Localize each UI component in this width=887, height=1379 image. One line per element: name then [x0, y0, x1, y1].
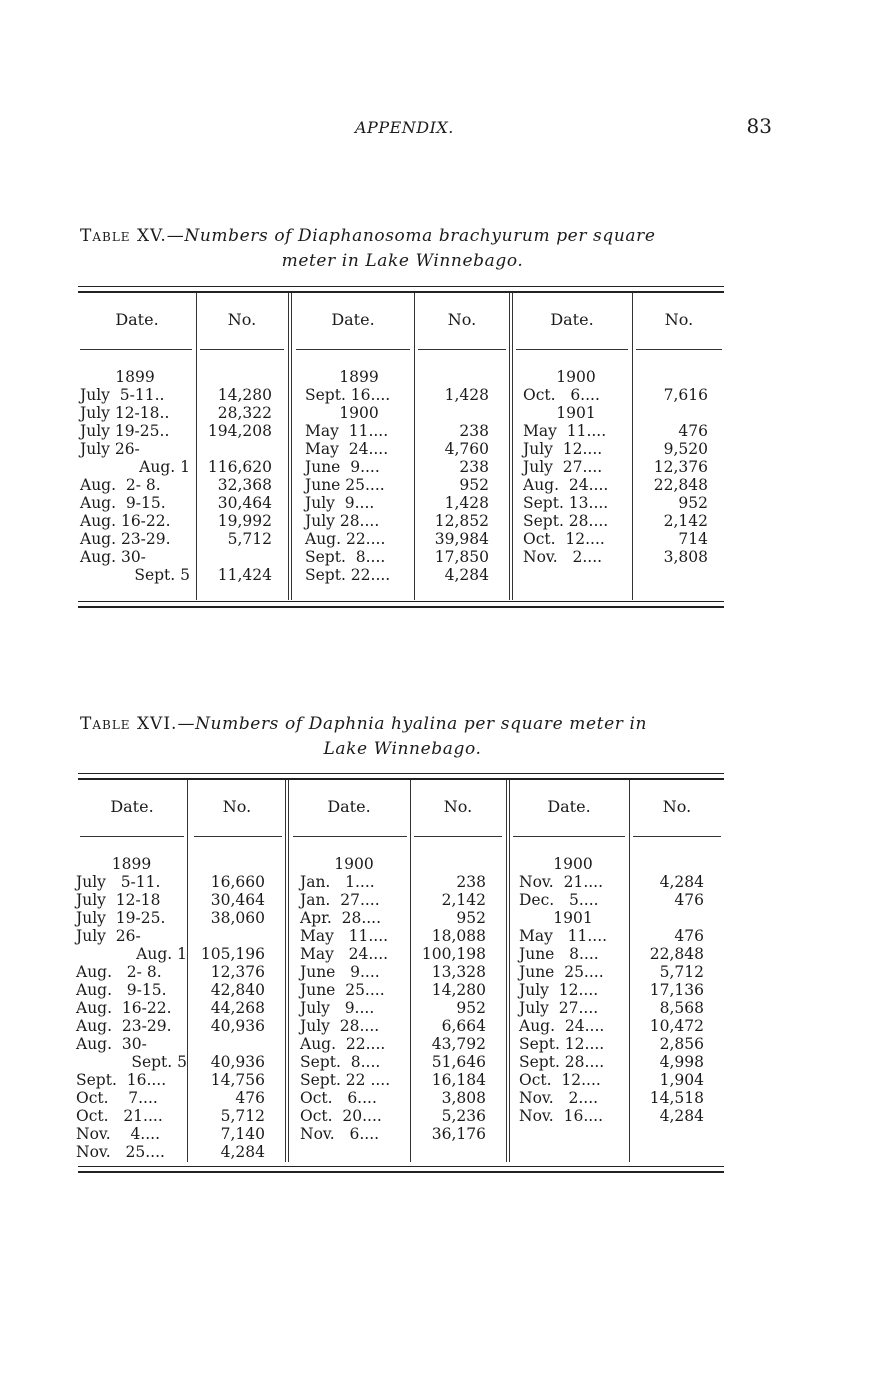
- number-cell: 44,268: [210, 999, 265, 1017]
- date-cell: Sept. 28....: [519, 1053, 605, 1071]
- date-cell: June 25....: [305, 476, 385, 494]
- number-cell: 2,142: [663, 512, 708, 530]
- table-xvi-header-rule: [80, 836, 184, 837]
- table-xvi-label: Table XVI.: [80, 714, 178, 734]
- number-cell: 2,856: [659, 1035, 704, 1053]
- date-cell: Aug. 24....: [523, 476, 609, 494]
- number-cell: 4,284: [659, 1107, 704, 1125]
- number-cell: 11,424: [217, 566, 272, 584]
- date-cell: Sept. 22 ....: [300, 1071, 391, 1089]
- number-cell: 714: [678, 530, 708, 548]
- number-cell: 1,428: [444, 494, 489, 512]
- number-cell: 17,850: [434, 548, 489, 566]
- date-cell: July 19-25.: [76, 909, 166, 927]
- date-cell: 1899: [115, 368, 155, 386]
- date-cell: July 19-25..: [80, 422, 170, 440]
- table-xv-top-rule: [78, 286, 724, 293]
- date-cell: Oct. 6....: [300, 1089, 377, 1107]
- date-cell: May 24....: [305, 440, 389, 458]
- date-cell: May 11....: [305, 422, 389, 440]
- date-cell: Oct. 21....: [76, 1107, 163, 1125]
- date-cell: July 27....: [523, 458, 603, 476]
- date-cell: Sept. 13....: [523, 494, 609, 512]
- table-xvi-sep: [629, 780, 630, 1162]
- date-cell: Sept. 5: [134, 566, 190, 584]
- date-cell: Aug. 16-22.: [80, 512, 171, 530]
- table-xv-bottom-rule: [78, 601, 724, 608]
- number-cell: 476: [674, 891, 704, 909]
- table-xv-header-no: No.: [227, 310, 257, 329]
- number-cell: 7,140: [220, 1125, 265, 1143]
- number-cell: 28,322: [217, 404, 272, 422]
- date-cell: Aug. 24....: [519, 1017, 605, 1035]
- date-cell: Nov. 16....: [519, 1107, 604, 1125]
- table-xv-sep: [509, 293, 513, 600]
- date-cell: Sept. 8....: [305, 548, 386, 566]
- table-xvi-sep: [506, 780, 510, 1162]
- date-cell: July 27....: [519, 999, 599, 1017]
- number-cell: 12,376: [210, 963, 265, 981]
- number-cell: 4,998: [659, 1053, 704, 1071]
- date-cell: Aug. 1: [139, 458, 190, 476]
- table-xv-header-rule: [200, 349, 284, 350]
- date-cell: Nov. 25....: [76, 1143, 165, 1161]
- number-cell: 238: [459, 422, 489, 440]
- number-cell: 4,284: [444, 566, 489, 584]
- date-cell: May 11....: [519, 927, 608, 945]
- number-cell: 5,712: [220, 1107, 265, 1125]
- date-cell: Nov. 21....: [519, 873, 604, 891]
- date-cell: 1899: [339, 368, 379, 386]
- date-cell: Dec. 5....: [519, 891, 599, 909]
- number-cell: 42,840: [210, 981, 265, 999]
- number-cell: 952: [456, 909, 486, 927]
- table-xv-header-date: Date.: [115, 310, 159, 329]
- date-cell: 1900: [556, 368, 596, 386]
- date-cell: Aug. 2- 8.: [80, 476, 161, 494]
- date-cell: Oct. 12....: [519, 1071, 601, 1089]
- date-cell: July 9....: [305, 494, 375, 512]
- number-cell: 17,136: [649, 981, 704, 999]
- table-xvi-sep: [410, 780, 411, 1162]
- date-cell: 1901: [553, 909, 593, 927]
- number-cell: 9,520: [663, 440, 708, 458]
- number-cell: 4,760: [444, 440, 489, 458]
- table-xv-caption-line2: meter in Lake Winnebago.: [281, 251, 524, 271]
- page-number: 83: [746, 114, 772, 138]
- table-xvi-bottom-rule: [78, 1166, 724, 1173]
- table-xv-sep: [288, 293, 292, 600]
- number-cell: 16,660: [210, 873, 265, 891]
- number-cell: 952: [459, 476, 489, 494]
- table-xvi-header-date: Date.: [327, 797, 371, 816]
- number-cell: 8,568: [659, 999, 704, 1017]
- number-cell: 2,142: [441, 891, 486, 909]
- date-cell: 1900: [553, 855, 593, 873]
- date-cell: July 28....: [300, 1017, 380, 1035]
- date-cell: July 9....: [300, 999, 375, 1017]
- date-cell: Nov. 6....: [300, 1125, 380, 1143]
- table-xvi-header-rule: [513, 836, 625, 837]
- date-cell: Oct. 12....: [523, 530, 605, 548]
- table-xvi-header-rule: [293, 836, 407, 837]
- number-cell: 3,808: [663, 548, 708, 566]
- number-cell: 30,464: [217, 494, 272, 512]
- date-cell: Sept. 22....: [305, 566, 391, 584]
- date-cell: June 9....: [300, 963, 380, 981]
- date-cell: Sept. 12....: [519, 1035, 605, 1053]
- date-cell: Nov. 4....: [76, 1125, 161, 1143]
- table-xv-header-rule: [80, 349, 192, 350]
- date-cell: Aug. 9-15.: [80, 494, 166, 512]
- date-cell: May 24....: [300, 945, 389, 963]
- number-cell: 100,198: [421, 945, 486, 963]
- number-cell: 116,620: [207, 458, 272, 476]
- date-cell: Jan. 1....: [300, 873, 375, 891]
- date-cell: June 8....: [519, 945, 599, 963]
- date-cell: May 11....: [523, 422, 607, 440]
- table-xvi-top-rule: [78, 773, 724, 780]
- table-xv-header-no: No.: [664, 310, 694, 329]
- number-cell: 12,376: [653, 458, 708, 476]
- date-cell: July 26-: [80, 440, 140, 458]
- number-cell: 1,428: [444, 386, 489, 404]
- date-cell: Oct. 6....: [523, 386, 600, 404]
- number-cell: 19,992: [217, 512, 272, 530]
- number-cell: 476: [235, 1089, 265, 1107]
- date-cell: Apr. 28....: [300, 909, 382, 927]
- number-cell: 39,984: [434, 530, 489, 548]
- date-cell: Aug. 16-22.: [76, 999, 172, 1017]
- number-cell: 13,328: [431, 963, 486, 981]
- number-cell: 952: [456, 999, 486, 1017]
- table-xvi-sep: [187, 780, 188, 1162]
- date-cell: Aug. 22....: [300, 1035, 386, 1053]
- number-cell: 476: [678, 422, 708, 440]
- date-cell: July 12....: [519, 981, 599, 999]
- table-xv-header-date: Date.: [331, 310, 375, 329]
- number-cell: 43,792: [431, 1035, 486, 1053]
- number-cell: 6,664: [441, 1017, 486, 1035]
- date-cell: June 9....: [305, 458, 380, 476]
- number-cell: 22,848: [653, 476, 708, 494]
- table-xvi-caption-line1: —Numbers of Daphnia hyalina per square meter in: [177, 714, 648, 734]
- number-cell: 30,464: [210, 891, 265, 909]
- date-cell: Aug. 1: [136, 945, 187, 963]
- date-cell: Sept. 16....: [305, 386, 391, 404]
- number-cell: 1,904: [659, 1071, 704, 1089]
- number-cell: 14,518: [649, 1089, 704, 1107]
- running-head: APPENDIX.: [355, 118, 454, 137]
- number-cell: 3,808: [441, 1089, 486, 1107]
- date-cell: Jan. 27....: [300, 891, 380, 909]
- number-cell: 16,184: [431, 1071, 486, 1089]
- number-cell: 36,176: [431, 1125, 486, 1143]
- number-cell: 38,060: [210, 909, 265, 927]
- table-xv-sep: [196, 293, 197, 600]
- table-xvi-header-rule: [414, 836, 502, 837]
- date-cell: July 5-11..: [80, 386, 165, 404]
- table-xv-header-no: No.: [447, 310, 477, 329]
- table-xvi-header-no: No.: [222, 797, 252, 816]
- date-cell: 1900: [334, 855, 374, 873]
- number-cell: 4,284: [220, 1143, 265, 1161]
- table-xv-header-rule: [516, 349, 628, 350]
- table-xvi-header-no: No.: [443, 797, 473, 816]
- number-cell: 12,852: [434, 512, 489, 530]
- number-cell: 14,756: [210, 1071, 265, 1089]
- date-cell: Aug. 30-: [76, 1035, 147, 1053]
- number-cell: 40,936: [210, 1017, 265, 1035]
- date-cell: June 25....: [519, 963, 604, 981]
- table-xv-caption: [80, 224, 725, 274]
- date-cell: June 25....: [300, 981, 385, 999]
- number-cell: 238: [459, 458, 489, 476]
- date-cell: July 12....: [523, 440, 603, 458]
- table-xv-header-date: Date.: [550, 310, 594, 329]
- number-cell: 32,368: [217, 476, 272, 494]
- date-cell: Aug. 9-15.: [76, 981, 167, 999]
- table-xvi-header-date: Date.: [110, 797, 154, 816]
- date-cell: Nov. 2....: [519, 1089, 599, 1107]
- date-cell: Aug. 23-29.: [76, 1017, 172, 1035]
- number-cell: 10,472: [649, 1017, 704, 1035]
- date-cell: Aug. 23-29.: [80, 530, 171, 548]
- number-cell: 238: [456, 873, 486, 891]
- number-cell: 194,208: [207, 422, 272, 440]
- table-xv-label: Table XV.: [80, 226, 167, 246]
- number-cell: 51,646: [431, 1053, 486, 1071]
- table-xv-header-rule: [418, 349, 506, 350]
- number-cell: 5,712: [659, 963, 704, 981]
- date-cell: Sept. 8....: [300, 1053, 381, 1071]
- date-cell: Sept. 5: [131, 1053, 187, 1071]
- table-xvi-caption: [80, 712, 725, 762]
- date-cell: Oct. 7....: [76, 1089, 158, 1107]
- date-cell: Aug. 30-: [80, 548, 146, 566]
- number-cell: 14,280: [217, 386, 272, 404]
- date-cell: 1900: [339, 404, 379, 422]
- table-xvi-header-rule: [633, 836, 721, 837]
- date-cell: Aug. 22....: [305, 530, 386, 548]
- date-cell: Sept. 16....: [76, 1071, 167, 1089]
- date-cell: Aug. 2- 8.: [76, 963, 162, 981]
- table-xv-caption-line1: —Numbers of Diaphanosoma brachyurum per square: [166, 226, 656, 246]
- number-cell: 7,616: [663, 386, 708, 404]
- date-cell: Sept. 28....: [523, 512, 609, 530]
- table-xv-sep: [414, 293, 415, 600]
- number-cell: 4,284: [659, 873, 704, 891]
- number-cell: 952: [678, 494, 708, 512]
- date-cell: July 5-11.: [76, 873, 161, 891]
- date-cell: Oct. 20....: [300, 1107, 382, 1125]
- table-xv-header-rule: [636, 349, 722, 350]
- table-xv-sep: [632, 293, 633, 600]
- date-cell: July 12-18..: [80, 404, 170, 422]
- date-cell: July 26-: [76, 927, 141, 945]
- table-xvi-header-no: No.: [662, 797, 692, 816]
- number-cell: 14,280: [431, 981, 486, 999]
- number-cell: 105,196: [200, 945, 265, 963]
- date-cell: May 11....: [300, 927, 389, 945]
- table-xvi-header-date: Date.: [547, 797, 591, 816]
- table-xvi-header-rule: [194, 836, 282, 837]
- date-cell: 1901: [556, 404, 596, 422]
- number-cell: 5,236: [441, 1107, 486, 1125]
- date-cell: Nov. 2....: [523, 548, 603, 566]
- date-cell: July 28....: [305, 512, 380, 530]
- number-cell: 18,088: [431, 927, 486, 945]
- table-xvi-sep: [285, 780, 289, 1162]
- number-cell: 40,936: [210, 1053, 265, 1071]
- table-xv-header-rule: [296, 349, 410, 350]
- number-cell: 5,712: [227, 530, 272, 548]
- number-cell: 476: [674, 927, 704, 945]
- number-cell: 22,848: [649, 945, 704, 963]
- date-cell: 1899: [111, 855, 152, 873]
- table-xvi-caption-line2: Lake Winnebago.: [323, 739, 482, 759]
- date-cell: July 12-18: [76, 891, 161, 909]
